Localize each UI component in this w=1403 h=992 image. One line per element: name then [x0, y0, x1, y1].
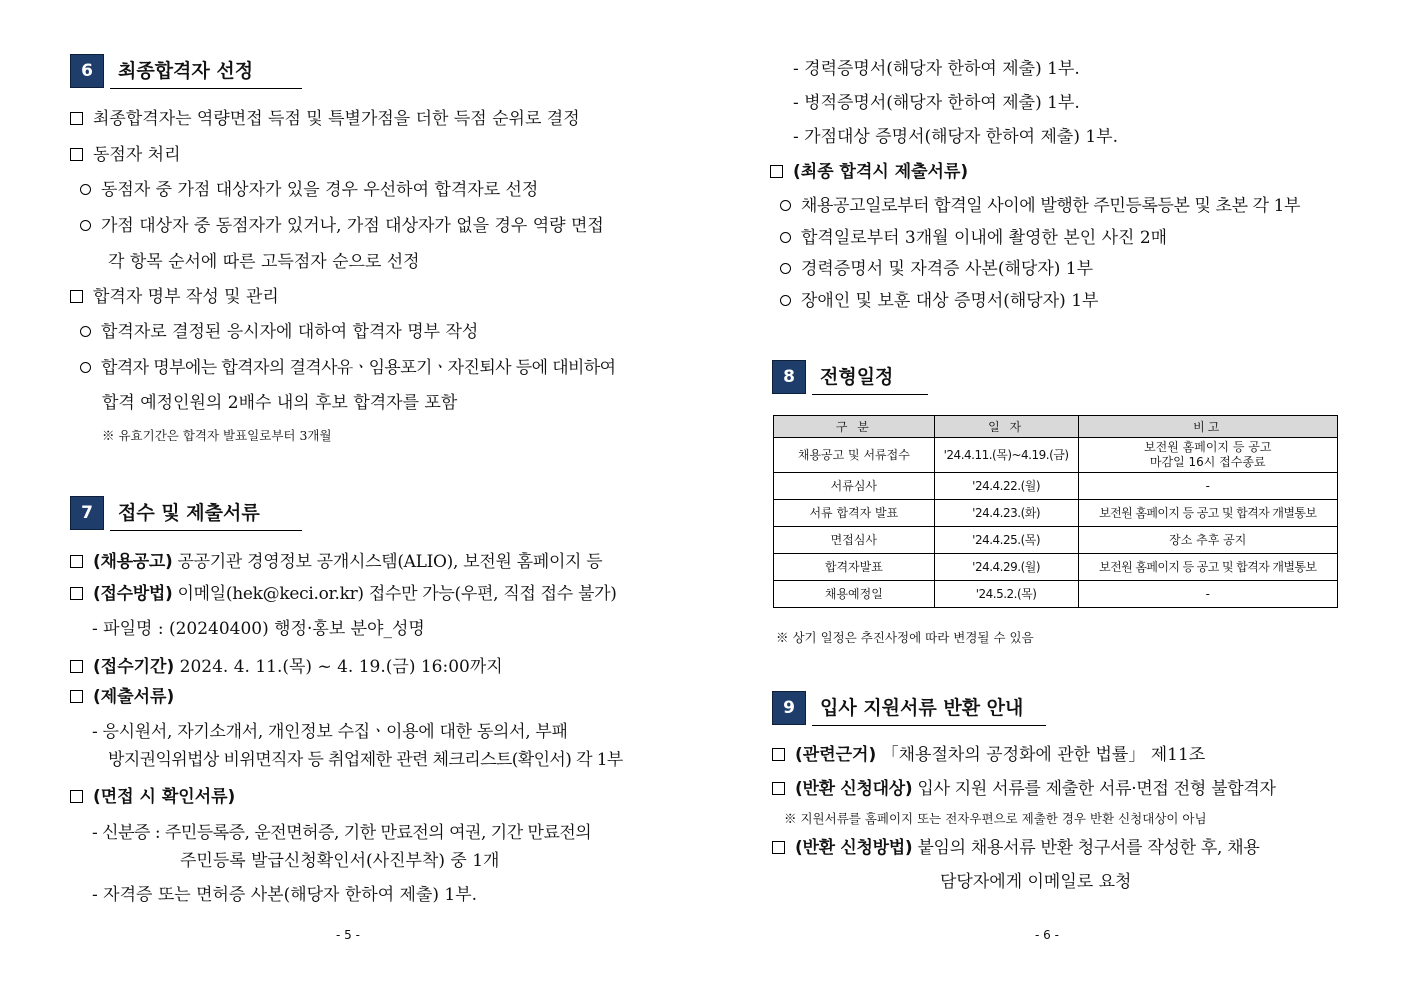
circle-bullet-icon [780, 263, 791, 274]
table-header-row [774, 416, 1338, 438]
checkbox-square-icon [70, 660, 83, 673]
sub-bullet-item: 합격일로부터 3개월 이내에 촬영한 본인 사진 2매 [780, 227, 1167, 249]
note-cell: 보전원 홈페이지 등 공고 및 합격자 개별통보 [1078, 554, 1338, 581]
note-cell: 보전원 홈페이지 등 공고 및 합격자 개별통보 [1078, 500, 1338, 527]
doc-line: - 병적증명서(해당자 한하여 제출) 1부. [793, 93, 1080, 113]
note-cell: 장소 추후 공지 [1078, 527, 1338, 554]
stage-cell: 면접심사 [774, 527, 935, 554]
section-title-underline [812, 394, 928, 395]
right-page [700, 0, 1403, 992]
checkbox-square-icon [70, 555, 83, 568]
bullet-item: 합격자 명부 작성 및 관리 [70, 286, 279, 308]
section-title-underline [110, 530, 302, 531]
application-period-line: (접수기간) 2024. 4. 11.(목) ~ 4. 19.(금) 16:00까지 [70, 656, 503, 678]
stage-cell: 서류 합격자 발표 [774, 500, 935, 527]
circle-bullet-icon [80, 184, 91, 195]
page-number: - 6 - [1035, 928, 1059, 942]
return-method-continuation: 담당자에게 이메일로 요청 [940, 872, 1132, 892]
column-header: 구 분 [774, 416, 935, 438]
checkbox-square-icon [770, 165, 783, 178]
checkbox-square-icon [772, 841, 785, 854]
table-row [774, 527, 1338, 554]
sub-bullet-item: 가점 대상자 중 동점자가 있거나, 가점 대상자가 없을 경우 역량 면접 [80, 215, 604, 237]
sub-bullet-item: 합격자로 결정된 응시자에 대하여 합격자 명부 작성 [80, 321, 478, 343]
table-row [774, 438, 1338, 473]
section-6-header [70, 54, 302, 90]
schedule-table [773, 415, 1338, 608]
date-cell: '24.4.25.(목) [934, 527, 1078, 554]
circle-bullet-icon [80, 326, 91, 337]
application-method-line: (접수방법) 이메일(hek@keci.or.kr) 접수만 가능(우편, 직접 접수 불가) [70, 583, 617, 605]
stage-cell: 채용예정일 [774, 581, 935, 608]
column-header: 비고 [1078, 416, 1338, 438]
circle-bullet-icon [80, 362, 91, 373]
circle-bullet-icon [780, 200, 791, 211]
note-cell: 보전원 홈페이지 등 공고 마감일 16시 접수종료 [1078, 438, 1338, 473]
note-cell: - [1078, 581, 1338, 608]
section-7-header [70, 496, 302, 532]
return-target-line: (반환 신청대상) 입사 지원 서류를 제출한 서류·면접 전형 불합격자 [772, 778, 1276, 800]
legal-basis-line: (관련근거) 「채용절차의 공정화에 관한 법률」 제11조 [772, 744, 1205, 766]
sub-bullet-item: 동점자 중 가점 대상자가 있을 경우 우선하여 합격자로 선정 [80, 179, 538, 201]
certificate-line: - 자격증 또는 면허증 사본(해당자 한하여 제출) 1부. [92, 885, 478, 905]
circle-bullet-icon [780, 232, 791, 243]
checkbox-square-icon [772, 782, 785, 795]
left-page [0, 0, 700, 992]
table-row [774, 581, 1338, 608]
docs-line: - 응시원서, 자기소개서, 개인정보 수집ㆍ이용에 대한 동의서, 부패 [92, 722, 568, 742]
table-row [774, 473, 1338, 500]
validity-note: ※ 유효기간은 합격자 발표일로부터 3개월 [102, 428, 332, 443]
checkbox-square-icon [70, 148, 83, 161]
continuation-line: 각 항목 순서에 따른 고득점자 순으로 선정 [108, 252, 420, 272]
filename-line: - 파일명 : (20240400) 행정·홍보 분야_성명 [92, 619, 425, 639]
sub-bullet-item: 합격자 명부에는 합격자의 결격사유ㆍ임용포기ㆍ자진퇴사 등에 대비하여 [80, 357, 616, 379]
section-number-badge: 8 [772, 360, 806, 394]
checkbox-square-icon [70, 290, 83, 303]
checkbox-square-icon [70, 790, 83, 803]
section-number-badge: 6 [70, 54, 104, 88]
circle-bullet-icon [80, 220, 91, 231]
date-cell: '24.4.22.(월) [934, 473, 1078, 500]
doc-line: - 가점대상 증명서(해당자 한하여 제출) 1부. [793, 127, 1118, 147]
date-cell: '24.4.23.(화) [934, 500, 1078, 527]
id-doc-line: - 신분증 : 주민등록증, 운전면허증, 기한 만료전의 여권, 기간 만료전의 [92, 823, 592, 843]
column-header: 일 자 [934, 416, 1078, 438]
stage-cell: 서류심사 [774, 473, 935, 500]
section-title-underline [110, 88, 302, 89]
final-docs-label: (최종 합격시 제출서류) [770, 161, 968, 183]
note-cell: - [1078, 473, 1338, 500]
continuation-line: 합격 예정인원의 2배수 내의 후보 합격자를 포함 [102, 393, 458, 413]
checkbox-square-icon [70, 112, 83, 125]
id-doc-continuation-line: 주민등록 발급신청확인서(사진부착) 중 1개 [180, 851, 500, 871]
stage-cell: 채용공고 및 서류접수 [774, 438, 935, 473]
sub-bullet-item: 경력증명서 및 자격증 사본(해당자) 1부 [780, 258, 1093, 280]
date-cell: '24.5.2.(목) [934, 581, 1078, 608]
checkbox-square-icon [70, 587, 83, 600]
page-number: - 5 - [336, 928, 360, 942]
recruit-notice-line: (채용공고) 공공기관 경영정보 공개시스템(ALIO), 보전원 홈페이지 등 [70, 551, 602, 573]
section-title: 접수 및 제출서류 [118, 502, 260, 524]
date-cell: '24.4.29.(월) [934, 554, 1078, 581]
section-number-badge: 9 [772, 691, 806, 725]
checkbox-square-icon [70, 690, 83, 703]
circle-bullet-icon [780, 295, 791, 306]
bullet-item: 동점자 처리 [70, 144, 181, 166]
schedule-note: ※ 상기 일정은 추진사정에 따라 변경될 수 있음 [776, 630, 1034, 645]
interview-docs-label: (면접 시 확인서류) [70, 786, 235, 808]
section-title: 최종합격자 선정 [118, 60, 254, 82]
return-method-line: (반환 신청방법) 붙임의 채용서류 반환 청구서를 작성한 후, 채용 [772, 837, 1259, 859]
submission-docs-label: (제출서류) [70, 686, 174, 708]
table-row [774, 554, 1338, 581]
table-row [774, 500, 1338, 527]
section-8-header [772, 360, 930, 396]
return-target-note: ※ 지원서류를 홈페이지 또는 전자우편으로 제출한 경우 반환 신청대상이 아님 [784, 811, 1207, 826]
date-cell: '24.4.11.(목)~4.19.(금) [934, 438, 1078, 473]
section-title: 전형일정 [820, 366, 894, 388]
sub-bullet-item: 장애인 및 보훈 대상 증명서(해당자) 1부 [780, 290, 1098, 312]
checkbox-square-icon [772, 748, 785, 761]
section-9-header [772, 691, 1047, 727]
section-title-underline [812, 725, 1046, 726]
sub-bullet-item: 채용공고일로부터 합격일 사이에 발행한 주민등록등본 및 초본 각 1부 [780, 195, 1300, 217]
bullet-item: 최종합격자는 역량면접 득점 및 특별가점을 더한 득점 순위로 결정 [70, 108, 580, 130]
section-title: 입사 지원서류 반환 안내 [820, 697, 1024, 719]
section-number-badge: 7 [70, 496, 104, 530]
stage-cell: 합격자발표 [774, 554, 935, 581]
docs-continuation-line: 방지권익위법상 비위면직자 등 취업제한 관련 체크리스트(확인서) 각 1부 [108, 750, 623, 770]
doc-line: - 경력증명서(해당자 한하여 제출) 1부. [793, 59, 1080, 79]
